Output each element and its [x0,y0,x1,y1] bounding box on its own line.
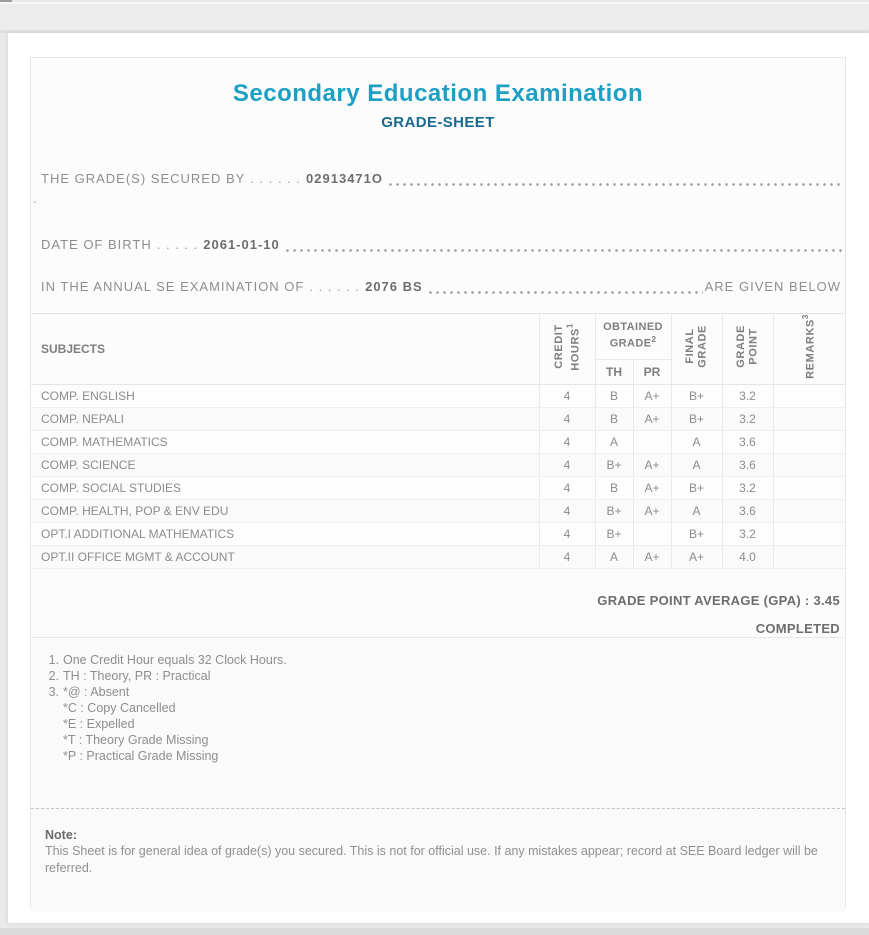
cell-pr-grade [633,430,671,453]
cell-subject: COMP. SOCIAL STUDIES [31,476,539,499]
table-row [31,430,845,453]
cell-grade-point: 3.2 [722,384,773,407]
cell-th-grade: B+ [595,453,633,476]
cell-remarks [773,430,845,453]
cell-remarks [773,384,845,407]
cell-pr-grade: A+ [633,545,671,568]
cell-th-grade: B+ [595,499,633,522]
window-bottom-edge [0,928,869,935]
page-subtitle: GRADE-SHEET [381,114,495,131]
symbol-number-value: 02913471O [306,171,383,186]
cell-subject: OPT.I ADDITIONAL MATHEMATICS [31,522,539,545]
credit-hours-line1: CREDIT [552,324,565,369]
cell-credit-hours: 4 [539,430,595,453]
footnote-text: *@ : Absent [63,684,130,699]
date-of-birth-value: 2061-01-10 [203,237,280,252]
cell-pr-grade: A+ [633,407,671,430]
browser-chrome-strip [0,2,869,33]
footnote-number: 2. [48,668,59,683]
leader-dots: . . . . . . [250,171,302,186]
cell-credit-hours: 4 [539,545,595,568]
footnote-line [45,716,845,732]
cell-remarks [773,453,845,476]
cell-remarks [773,407,845,430]
grades-table [31,313,845,569]
cell-final-grade: A [671,453,722,476]
table-row [31,384,845,407]
lower-section [31,637,845,912]
date-of-birth-label: DATE OF BIRTH [41,237,152,252]
footnote-line [45,684,845,700]
cell-th-grade: A [595,545,633,568]
remarks-label: REMARKS [804,319,817,379]
cell-credit-hours: 4 [539,407,595,430]
cell-credit-hours: 4 [539,499,595,522]
dashed-divider [31,808,845,809]
cell-grade-point: 3.6 [722,430,773,453]
cell-remarks [773,522,845,545]
cell-grade-point: 3.2 [722,522,773,545]
date-of-birth-line [31,236,845,254]
col-header-subjects: SUBJECTS [31,314,539,385]
note-block [31,827,845,877]
cell-subject: COMP. MATHEMATICS [31,430,539,453]
footnote-line [45,668,845,684]
gradesheet-panel [30,57,846,908]
secured-by-line [31,170,845,188]
cell-th-grade: B+ [595,522,633,545]
col-header-final-grade [671,314,722,385]
col-header-obtained-grade [595,314,671,360]
secured-by-label: THE GRADE(S) SECURED BY [41,171,246,186]
examination-line [31,278,845,296]
footnote-text: *C : Copy Cancelled [63,700,176,715]
footnote-line [45,652,845,668]
cell-subject: COMP. ENGLISH [31,384,539,407]
col-header-credit-hours [539,314,595,385]
final-grade-line1: FINAL [683,328,696,365]
cell-remarks [773,545,845,568]
cell-pr-grade: A+ [633,453,671,476]
credit-hours-line2: HOURS [568,327,581,371]
note-text: This Sheet is for general idea of grade(s) you secured. This is not for official use. If any mistakes appear; record at SEE Board ledger will be referred. [45,843,818,875]
table-row [31,499,845,522]
cell-final-grade: B+ [671,407,722,430]
cell-subject: COMP. SCIENCE [31,453,539,476]
final-grade-line2: GRADE [696,325,709,368]
cell-final-grade: B+ [671,384,722,407]
cell-pr-grade [633,522,671,545]
gpa-line [31,593,845,609]
examination-label: IN THE ANNUAL SE EXAMINATION OF [41,279,305,294]
footnote-text: *P : Practical Grade Missing [63,748,219,763]
obtained-grade-label: OBTAINED GRADE [603,321,663,350]
cell-final-grade: A+ [671,545,722,568]
table-row [31,522,845,545]
cell-subject: OPT.II OFFICE MGMT & ACCOUNT [31,545,539,568]
grades-table-body [31,384,845,568]
table-row [31,453,845,476]
cell-th-grade: A [595,430,633,453]
footnote-text: *E : Expelled [63,716,135,731]
grade-point-line2: POINT [747,328,760,365]
dot-leader [286,242,843,252]
footnote-text: TH : Theory, PR : Practical [63,668,211,683]
grades-table-header [31,314,845,385]
cell-credit-hours: 4 [539,522,595,545]
cell-grade-point: 3.6 [722,453,773,476]
cell-grade-point: 3.2 [722,476,773,499]
examination-suffix: ARE GIVEN BELOW [704,279,841,294]
cell-th-grade: B [595,384,633,407]
remarks-sup: 3 [801,314,811,320]
status-completed: COMPLETED [755,620,840,636]
cell-pr-grade: A+ [633,499,671,522]
cell-remarks [773,476,845,499]
cell-credit-hours: 4 [539,384,595,407]
col-header-th: TH [595,359,633,384]
cell-pr-grade: A+ [633,384,671,407]
cell-final-grade: B+ [671,476,722,499]
footnote-line [45,700,845,716]
gpa-label: GRADE POINT AVERAGE (GPA) : [597,592,810,608]
cell-final-grade: A [671,430,722,453]
footnote-number: 3. [48,684,59,699]
examination-year-value: 2076 BS [365,279,423,294]
note-heading: Note: [45,827,77,842]
leader-dots: . . . . . . [309,279,361,294]
cell-subject: COMP. NEPALI [31,407,539,430]
cell-credit-hours: 4 [539,453,595,476]
cell-subject: COMP. HEALTH, POP & ENV EDU [31,499,539,522]
table-row [31,545,845,568]
footnotes-list [31,638,845,764]
footnote-line [45,748,845,764]
cell-th-grade: B [595,476,633,499]
wrapped-dot: . [33,191,37,206]
cell-final-grade: A [671,499,722,522]
cell-remarks [773,499,845,522]
obtained-grade-sup: 2 [651,335,657,345]
leader-dots: . . . . . [156,237,199,252]
table-row [31,476,845,499]
cell-grade-point: 3.6 [722,499,773,522]
col-header-grade-point [722,314,773,385]
footnote-number: 1. [48,652,59,667]
cell-th-grade: B [595,407,633,430]
page-title: Secondary Education Examination [232,80,644,107]
footnote-line [45,732,845,748]
dot-leader [389,176,843,186]
cell-credit-hours: 4 [539,476,595,499]
footnote-text: *T : Theory Grade Missing [63,732,209,747]
grade-point-line1: GRADE [734,325,747,368]
cell-grade-point: 3.2 [722,407,773,430]
col-header-pr: PR [633,359,671,384]
cell-final-grade: B+ [671,522,722,545]
page-card [8,33,869,923]
dot-leader [429,284,703,294]
gpa-value: 3.45 [813,592,840,608]
footnote-text: One Credit Hour equals 32 Clock Hours. [63,652,287,667]
col-header-remarks [773,314,845,385]
table-row [31,407,845,430]
cell-grade-point: 4.0 [722,545,773,568]
cell-pr-grade: A+ [633,476,671,499]
credit-hours-sup: 1 [565,322,575,328]
